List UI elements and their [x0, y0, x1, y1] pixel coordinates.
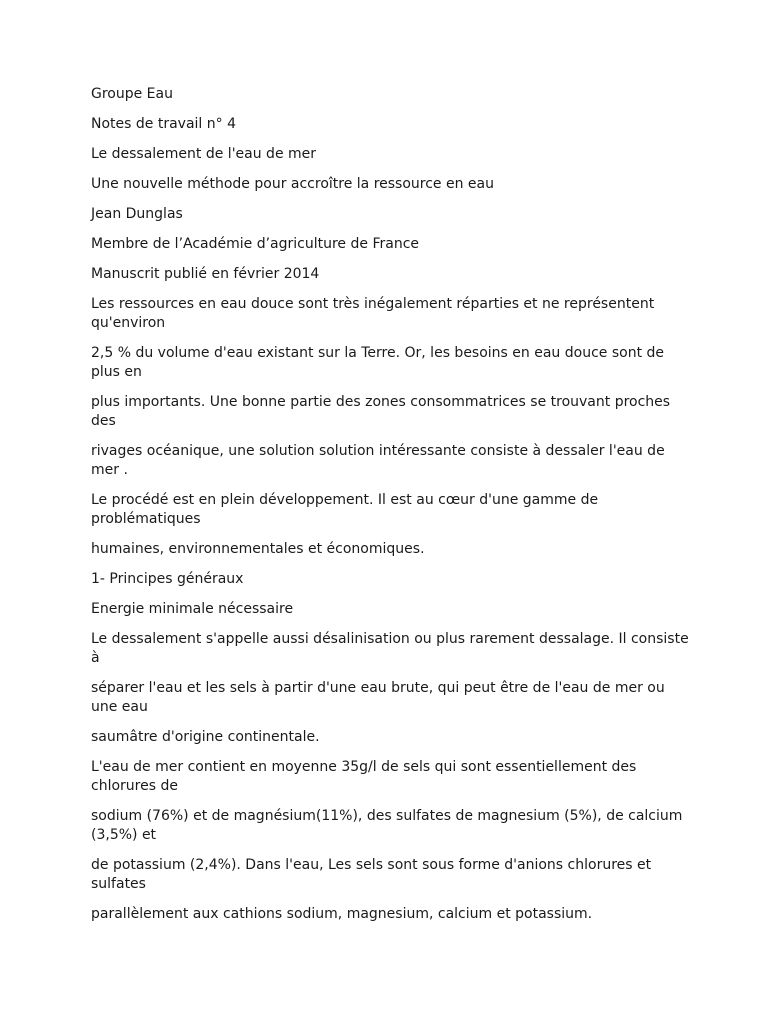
body-paragraph: 2,5 % du volume d'eau existant sur la Terre. Or, les besoins en eau douce sont de plus en: [91, 345, 665, 380]
author-affiliation: Membre de l’Académie d’agriculture de France: [91, 236, 420, 252]
body-paragraph: séparer l'eau et les sels à partir d'une eau brute, qui peut être de l'eau de mer ou une eau: [91, 680, 665, 715]
author-name: Jean Dunglas: [91, 206, 183, 222]
body-paragraph: parallèlement aux cathions sodium, magnesium, calcium et potassium.: [91, 906, 593, 922]
body-paragraph: Les ressources en eau douce sont très inégalement réparties et ne représentent qu'environ: [91, 296, 655, 331]
body-paragraph: plus importants. Une bonne partie des zones consommatrices se trouvant proches des: [91, 394, 671, 429]
publication-date: Manuscrit publié en février 2014: [91, 266, 320, 282]
document-subtitle: Une nouvelle méthode pour accroître la ressource en eau: [91, 176, 494, 192]
document-page: [91, 85, 691, 935]
document-title: Le dessalement de l'eau de mer: [91, 146, 317, 162]
body-paragraph: L'eau de mer contient en moyenne 35g/l de sels qui sont essentiellement des chlorures de: [91, 759, 637, 794]
subsection-heading: Energie minimale nécessaire: [91, 601, 294, 617]
body-paragraph: humaines, environnementales et économiques.: [91, 541, 425, 557]
body-paragraph: sodium (76%) et de magnésium(11%), des sulfates de magnesium (5%), de calcium (3,5%) et: [91, 808, 683, 843]
body-paragraph: Le dessalement s'appelle aussi désalinisation ou plus rarement dessalage. Il consiste à: [91, 631, 689, 666]
group-label: Groupe Eau: [91, 86, 173, 102]
body-paragraph: saumâtre d'origine continentale.: [91, 729, 320, 745]
section-heading: 1- Principes généraux: [91, 571, 244, 587]
body-paragraph: rivages océanique, une solution solution intéressante consiste à dessaler l'eau de mer .: [91, 443, 665, 478]
body-paragraph: Le procédé est en plein développement. Il est au cœur d'une gamme de problématiques: [91, 492, 599, 527]
notes-number: Notes de travail n° 4: [91, 116, 236, 132]
body-paragraph: de potassium (2,4%). Dans l'eau, Les sels sont sous forme d'anions chlorures et sulfates: [91, 857, 652, 892]
